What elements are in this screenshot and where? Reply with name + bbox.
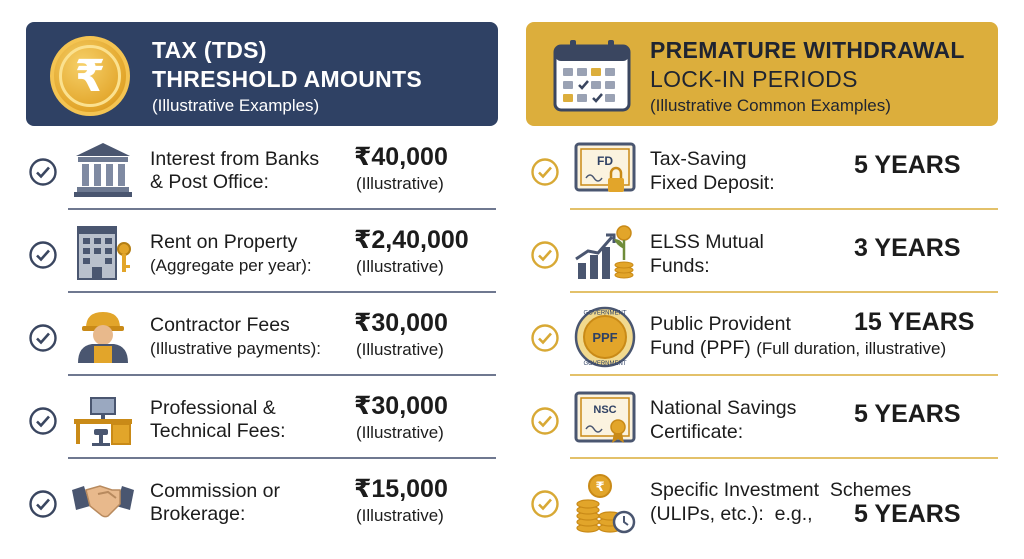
row-divider <box>68 457 496 459</box>
tds-label: Contractor Fees <box>150 314 290 336</box>
tds-label: Rent on Property <box>150 231 298 253</box>
row-divider <box>68 374 496 376</box>
lockin-period: 15 YEARS <box>854 308 975 336</box>
check-circle-icon <box>530 157 560 187</box>
check-circle-icon <box>28 406 58 436</box>
lockin-period: 5 YEARS <box>854 500 961 528</box>
bank-icon <box>72 140 134 198</box>
lockin-label: National Savings <box>650 397 797 419</box>
row-divider <box>68 208 496 210</box>
tds-title-line2: THRESHOLD AMOUNTS <box>152 66 423 92</box>
check-circle-icon <box>28 157 58 187</box>
tds-amount: ₹15,000 <box>354 475 448 503</box>
row-divider <box>570 457 998 459</box>
lockin-row <box>524 294 998 376</box>
check-circle-icon <box>530 240 560 270</box>
coins-clock-icon <box>574 472 636 534</box>
lockin-label-sub: Certificate: <box>650 421 744 443</box>
lockin-subtitle: (Illustrative Common Examples) <box>650 96 891 115</box>
lockin-label-sub: (ULIPs, etc.): <box>650 503 764 525</box>
tds-row <box>22 460 496 542</box>
svg-text:GOVERNMENT: GOVERNMENT <box>583 310 627 317</box>
lockin-label: Tax-Saving <box>650 148 747 170</box>
tds-amount-note: (Illustrative) <box>356 506 444 525</box>
check-circle-icon <box>530 323 560 353</box>
tds-amount: ₹30,000 <box>354 309 448 337</box>
check-circle-icon <box>530 406 560 436</box>
tds-label: Commission or <box>150 480 281 502</box>
lockin-title-line2: LOCK-IN PERIODS <box>650 66 858 92</box>
tds-subtitle: (Illustrative Examples) <box>152 96 320 115</box>
tds-amount-note: (Illustrative) <box>356 340 444 359</box>
check-circle-icon <box>530 489 560 519</box>
tds-label-sub: (Aggregate per year): <box>150 256 312 275</box>
tds-amount-note: (Illustrative) <box>356 423 444 442</box>
nsc-certificate-icon <box>574 389 636 447</box>
lockin-label: Specific Investment <box>650 479 820 501</box>
lockin-label: ELSS Mutual <box>650 231 764 253</box>
lockin-period: 3 YEARS <box>854 234 961 262</box>
check-circle-icon <box>28 323 58 353</box>
tds-label: Interest from Banks <box>150 148 320 170</box>
growth-chart-icon <box>574 223 636 281</box>
svg-text:PPF: PPF <box>592 330 618 345</box>
row-divider <box>68 291 496 293</box>
lockin-period: 5 YEARS <box>854 400 961 428</box>
check-circle-icon <box>28 240 58 270</box>
building-key-icon <box>72 223 134 281</box>
tds-label-sub: Brokerage: <box>150 503 246 525</box>
desk-computer-icon <box>72 389 134 447</box>
lockin-title-line1: PREMATURE WITHDRAWAL <box>650 37 965 63</box>
lockin-label-sub: Fund (PPF) <box>650 337 751 359</box>
lockin-row <box>524 460 998 542</box>
tds-label-sub: & Post Office: <box>150 171 269 193</box>
tds-row <box>22 294 496 376</box>
lockin-label-sub: Funds: <box>650 255 710 277</box>
contractor-icon <box>72 306 134 364</box>
handshake-icon <box>72 472 134 530</box>
tds-amount-note: (Illustrative) <box>356 174 444 193</box>
row-divider <box>570 291 998 293</box>
fd-certificate-icon <box>574 140 636 200</box>
tds-amount: ₹2,40,000 <box>354 226 469 254</box>
tds-amount: ₹30,000 <box>354 392 448 420</box>
lockin-row <box>524 128 998 210</box>
row-divider <box>570 374 998 376</box>
svg-text:FD: FD <box>597 154 613 168</box>
tds-row <box>22 377 496 459</box>
lockin-row <box>524 377 998 459</box>
tds-label-sub: Technical Fees: <box>150 420 286 442</box>
lockin-header <box>526 22 998 126</box>
tds-row <box>22 128 496 210</box>
tds-label-sub: (Illustrative payments): <box>150 339 321 358</box>
svg-text:₹: ₹ <box>595 480 605 495</box>
tds-amount: ₹40,000 <box>354 143 448 171</box>
lockin-row <box>524 211 998 293</box>
svg-text:NSC: NSC <box>593 404 617 416</box>
rupee-coin-icon: ₹ <box>50 36 130 116</box>
lockin-label: Public Provident <box>650 313 791 335</box>
tds-row <box>22 211 496 293</box>
tds-header <box>26 22 498 126</box>
lockin-period: 5 YEARS <box>854 151 961 179</box>
row-divider <box>570 208 998 210</box>
lockin-label-suffix: Schemes <box>829 479 912 501</box>
ppf-seal-icon <box>574 306 636 368</box>
lockin-label-sub-suffix: e.g., <box>774 503 813 525</box>
calendar-icon <box>552 38 632 112</box>
tds-title-line1: TAX (TDS) <box>152 37 267 63</box>
lockin-label-sub: Fixed Deposit: <box>650 172 775 194</box>
lockin-note: (Full duration, illustrative) <box>756 339 947 358</box>
tds-amount-note: (Illustrative) <box>356 257 444 276</box>
tds-label: Professional & <box>150 397 276 419</box>
svg-text:GOVERNMENT: GOVERNMENT <box>583 361 627 367</box>
check-circle-icon <box>28 489 58 519</box>
